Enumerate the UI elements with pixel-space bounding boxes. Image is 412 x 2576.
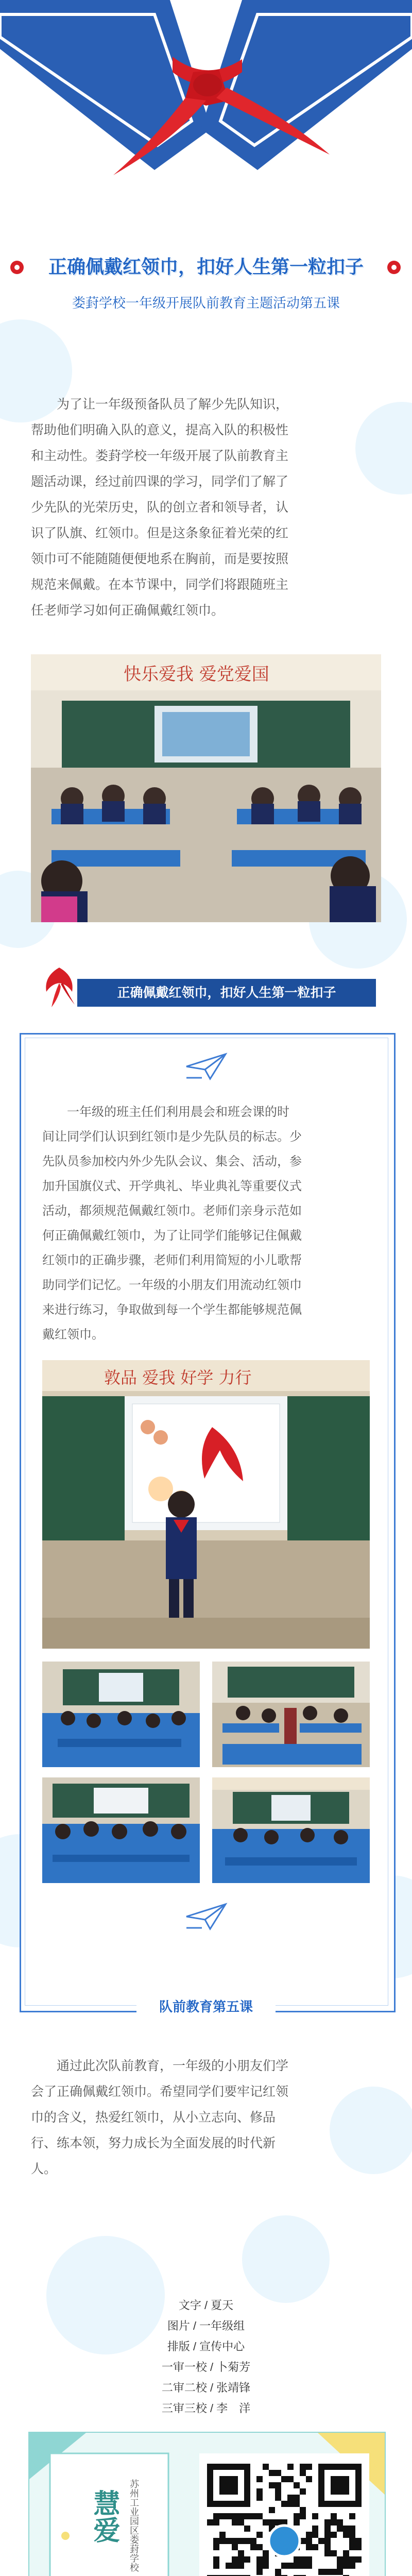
frame-tag: 队前教育第五课	[136, 1993, 276, 2021]
intro-paragraph	[31, 392, 381, 623]
paper-plane-icon	[184, 1901, 228, 1932]
body-paragraph	[42, 1100, 370, 1347]
title-left-dot-icon	[10, 261, 24, 274]
activity-photo	[212, 1777, 370, 1883]
conclusion-line: 通过此次队前教育，一年级的小朋友们学	[57, 2059, 289, 2073]
paper-plane-icon	[184, 1051, 228, 1082]
title-row	[0, 251, 412, 282]
section-banner: 正确佩戴红领巾，扣好人生第一粒扣子	[77, 979, 376, 1007]
footer-card	[28, 2432, 386, 2576]
credit-line: 文字 / 夏天	[178, 2299, 234, 2312]
activity-photo	[212, 1662, 370, 1767]
presentation-photo	[42, 1360, 370, 1649]
footer-school-name: 苏州工业园区娄葑学校	[129, 2479, 139, 2572]
body-line: 加升国旗仪式、开学典礼、毕业典礼等重要仪式	[42, 1179, 302, 1193]
credit-line: 三审三校 / 李 洋	[161, 2402, 251, 2415]
intro-line: 帮助他们明确入队的意义，提高入队的积极性	[31, 423, 289, 437]
classroom-photo	[31, 654, 381, 922]
intro-line: 和主动性。娄葑学校一年级开展了队前教育主	[31, 449, 289, 463]
bg-bubble	[242, 2215, 330, 2303]
activity-photo	[42, 1662, 200, 1767]
conclusion-line: 行、练本领，努力成长为全面发展的时代新	[31, 2136, 276, 2150]
intro-line: 题活动课，经过前四课的学习，同学们了解了	[31, 474, 289, 489]
credit-line: 一审一校 / 卜菊芳	[161, 2361, 251, 2374]
body-line: 活动，都须规范佩戴红领巾。老师们亲身示范如	[42, 1204, 302, 1218]
body-line: 一年级的班主任们利用晨会和班会课的时	[67, 1105, 289, 1119]
body-line: 戴红领巾。	[42, 1328, 104, 1342]
conclusion-paragraph	[31, 2053, 381, 2182]
footer-logo: 慧爱	[89, 2489, 120, 2543]
body-line: 红领巾的正确步骤，老师们利用简短的小儿歌帮	[42, 1253, 302, 1267]
credit-line: 排版 / 宣传中心	[167, 2340, 245, 2353]
intro-line: 识了队旗、红领巾。但是这条象征着光荣的红	[31, 526, 289, 540]
body-line: 何正确佩戴红领巾，为了让同学们能够记住佩戴	[42, 1229, 302, 1243]
intro-line: 规范来佩戴。在本节课中，同学们将跟随班主	[31, 578, 289, 592]
conclusion-line: 人。	[31, 2162, 57, 2176]
credit-line: 图片 / 一年级组	[167, 2319, 245, 2332]
body-line: 间让同学们认识到红领巾是少先队员的标志。少	[42, 1130, 302, 1144]
intro-line: 少先队的光荣历史，队的创立者和领导者，认	[31, 500, 289, 515]
qr-code[interactable]	[199, 2453, 369, 2576]
activity-photo	[42, 1777, 200, 1883]
board-motto: 敦品 爱我 好学 力行	[104, 1368, 252, 1387]
hero-collar-illustration	[0, 0, 412, 196]
page-subtitle: 娄葑学校一年级开展队前教育主题活动第五课	[72, 295, 340, 311]
classroom-motto: 快乐爱我 爱党爱国	[124, 664, 269, 685]
credit-line: 二审二校 / 张靖锋	[161, 2381, 251, 2394]
page-title: 正确佩戴红领巾，扣好人生第一粒扣子	[48, 256, 364, 277]
intro-line: 任老师学习如何正确佩戴红领巾。	[31, 603, 225, 618]
body-line: 来进行练习，争取做到每一个学生都能够规范佩	[42, 1303, 302, 1317]
conclusion-line: 巾的含义，热爱红领巾，从小立志向、修品	[31, 2110, 276, 2125]
intro-line: 为了让一年级预备队员了解少先队知识，	[57, 397, 289, 412]
section-scarf-icon	[36, 963, 82, 1010]
conclusion-line: 会了正确佩戴红领巾。希望同学们要牢记红领	[31, 2084, 289, 2099]
body-line: 先队员参加校内外少先队会议、集会、活动，参	[42, 1155, 302, 1168]
body-line: 助同学们记忆。一年级的小朋友们用流动红领巾	[42, 1278, 302, 1292]
title-right-dot-icon	[387, 261, 401, 274]
intro-line: 领巾可不能随随便便地系在胸前，而是要按照	[31, 552, 289, 566]
bg-bubble	[46, 2236, 165, 2354]
